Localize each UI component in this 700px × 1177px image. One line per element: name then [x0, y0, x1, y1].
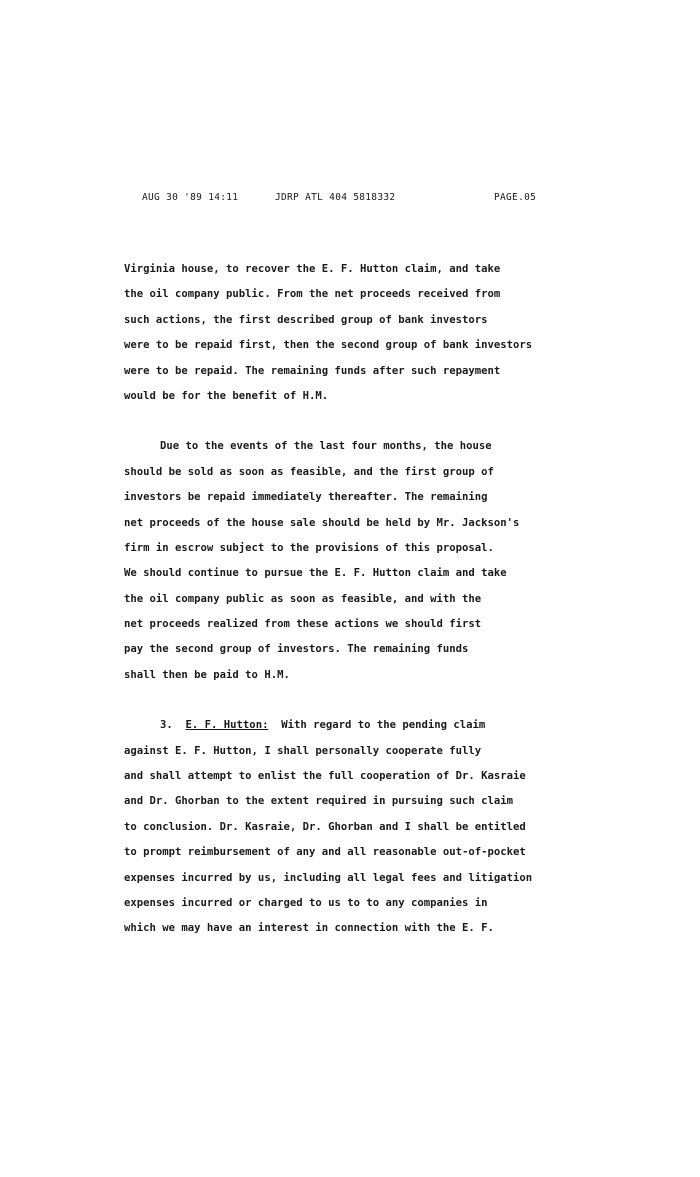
- text-line: net proceeds of the house sale should be held by Mr. Jackson's: [124, 516, 520, 529]
- text-line: and shall attempt to enlist the full cooperation of Dr. Kasraie: [124, 770, 526, 783]
- text-line: firm in escrow subject to the provisions of this proposal.: [124, 541, 494, 554]
- fax-date-time: AUG 30 '89 14:11: [142, 192, 239, 203]
- text-line: net proceeds realized from these actions we should first: [124, 618, 482, 631]
- section-first-line-text: With regard to the pending claim: [281, 719, 486, 732]
- text-line: expenses incurred or charged to us to to any companies in: [124, 896, 488, 909]
- text-line: to prompt reimbursement of any and all reasonable out-of-pocket: [124, 846, 526, 859]
- text-line: expenses incurred by us, including all legal fees and litigation: [124, 871, 533, 884]
- document-body: [124, 257, 594, 942]
- text-line: the oil company public. From the net proceeds received from: [124, 288, 501, 301]
- text-line: were to be repaid first, then the second group of bank investors: [124, 339, 533, 352]
- text-line: We should continue to pursue the E. F. Hutton claim and take: [124, 567, 507, 580]
- text-line: Due to the events of the last four months, the house: [160, 440, 492, 453]
- text-line: pay the second group of investors. The remaining funds: [124, 643, 469, 656]
- text-line: such actions, the first described group of bank investors: [124, 313, 488, 326]
- text-line: and Dr. Ghorban to the extent required in pursuing such claim: [124, 795, 514, 808]
- text-line: Virginia house, to recover the E. F. Hutton claim, and take: [124, 263, 501, 275]
- text-line: to conclusion. Dr. Kasraie, Dr. Ghorban and I shall be entitled: [124, 820, 526, 833]
- fax-sender-id: JDRP ATL 404 5818332: [275, 192, 396, 203]
- section-3-first-line: [124, 713, 594, 738]
- paragraph-section-3-hutton: [124, 713, 594, 942]
- text-line: the oil company public as soon as feasible, and with the: [124, 592, 482, 605]
- text-line: shall then be paid to H.M.: [124, 668, 290, 681]
- section-number: 3.: [160, 719, 173, 732]
- section-heading: E. F. Hutton:: [185, 719, 269, 732]
- paragraph-house-sale: [124, 434, 594, 688]
- paragraph-house-plan: [124, 257, 594, 409]
- fax-header: [142, 192, 544, 208]
- text-line: against E. F. Hutton, I shall personally cooperate fully: [124, 744, 482, 757]
- text-line: were to be repaid. The remaining funds after such repayment: [124, 364, 501, 377]
- text-line: investors be repaid immediately thereafter. The remaining: [124, 491, 488, 504]
- text-line: which we may have an interest in connection with the E. F.: [124, 922, 494, 935]
- text-line: would be for the benefit of H.M.: [124, 389, 329, 402]
- text-line: should be sold as soon as feasible, and the first group of: [124, 465, 494, 478]
- fax-page-number: PAGE.05: [494, 192, 537, 203]
